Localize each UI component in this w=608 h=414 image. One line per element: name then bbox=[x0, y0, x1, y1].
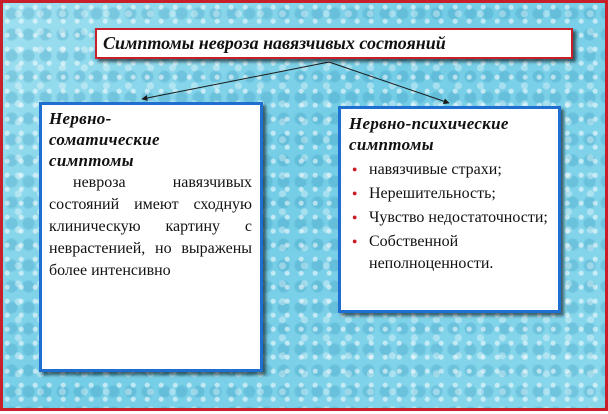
heading-line: Нервно- bbox=[49, 109, 112, 128]
list-item-label: Нерешительность; bbox=[369, 185, 496, 202]
somatic-symptoms-box bbox=[39, 102, 263, 372]
bullet-dot-icon: ● bbox=[352, 164, 358, 174]
arrow-to-right-box bbox=[329, 62, 449, 103]
bullet-dot-icon: ● bbox=[352, 236, 358, 246]
list-item bbox=[349, 159, 550, 181]
list-item-label: навязчивые страхи; bbox=[369, 161, 502, 178]
list-item bbox=[349, 231, 550, 275]
heading-line: Нервно-психические bbox=[349, 114, 509, 133]
heading-line: соматические bbox=[49, 130, 160, 149]
heading-line: симптомы bbox=[49, 151, 134, 170]
somatic-symptoms-text: невроза навязчивых состояний имеют сходную клиническую картину с неврастенией, но выражены более интенсивно bbox=[49, 174, 252, 279]
list-item-label: Собственной неполноценности. bbox=[369, 233, 494, 272]
bullet-dot-icon: ● bbox=[352, 212, 358, 222]
bullet-dot-icon: ● bbox=[352, 188, 358, 198]
list-item bbox=[349, 183, 550, 205]
arrow-to-left-box bbox=[142, 62, 329, 99]
psychic-symptoms-heading bbox=[349, 113, 550, 155]
heading-line: симптомы bbox=[349, 135, 434, 154]
psychic-symptoms-list bbox=[349, 159, 550, 275]
diagram-title: Симптомы невроза навязчивых состояний bbox=[95, 28, 573, 59]
list-item-label: Чувство недостаточности; bbox=[369, 209, 548, 226]
somatic-symptoms-heading bbox=[49, 108, 252, 171]
psychic-symptoms-box bbox=[338, 106, 561, 313]
list-item bbox=[349, 207, 550, 229]
